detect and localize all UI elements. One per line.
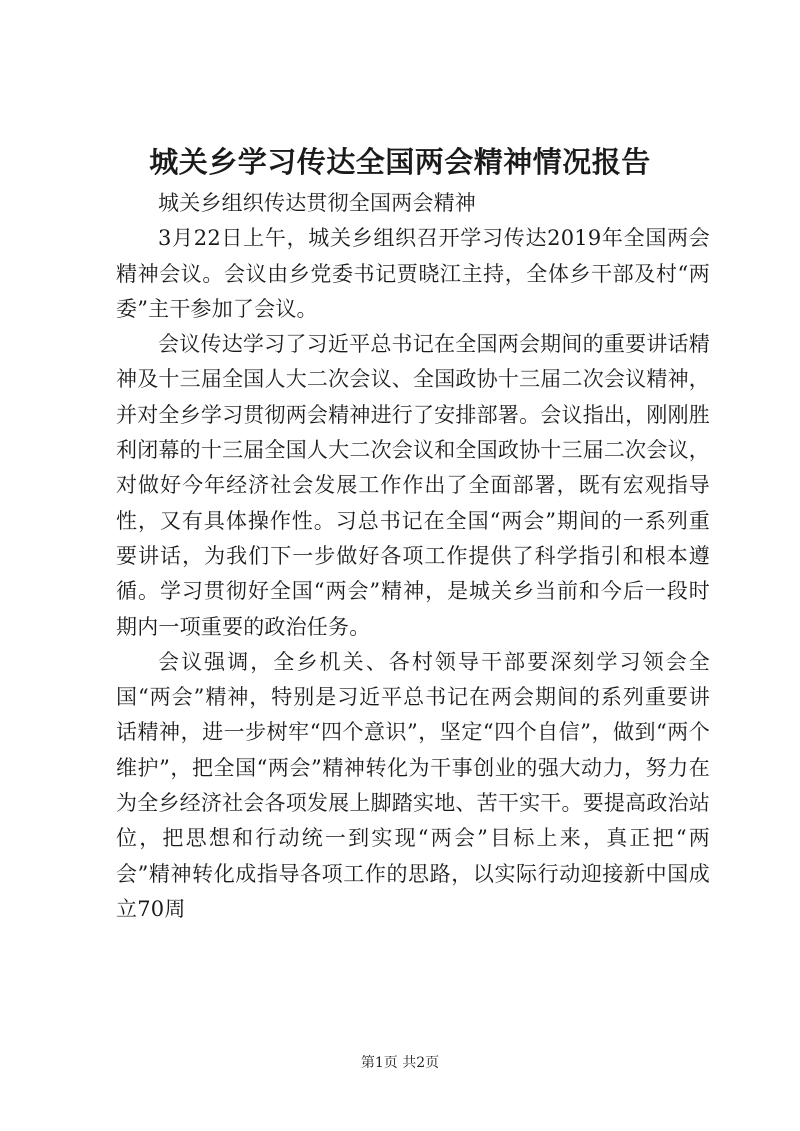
document-title: 城关乡学习传达全国两会精神情况报告 xyxy=(149,145,651,179)
paragraph-subtitle: 城关乡组织传达贯彻全国两会精神 xyxy=(158,191,476,215)
paragraph-meeting-content: 会议传达学习了习近平总书记在全国两会期间的重要讲话精神及十三届全国人大二次会议、全国政协十三届二次会议精神，并对全乡学习贯彻两会精神进行了安排部署。会议指出，刚刚胜利闭幕的十三届全国人大二次会议和全国政协十三届二次会议，对做好今年经济社会发展工作作出了全面部署，既有宏观指导性，又有具体操作性。习总书记在全国“两会”期间的一系列重要讲话，为我们下一步做好各项工作提供了科学指引和根本遵循。学习贯彻好全国“两会”精神，是城关乡当前和今后一段时期内一项重要的政治任务。 xyxy=(116,332,710,639)
document-body xyxy=(116,186,710,927)
paragraph-meeting-emphasis: 会议强调，全乡机关、各村领导干部要深刻学习领会全国“两会”精神，特别是习近平总书记在两会期间的系列重要讲话精神，进一步树牢“四个意识”，坚定“四个自信”，做到“两个维护”，把全国“两会”精神转化为干事创业的强大动力，努力在为全乡经济社会各项发展上脚踏实地、苦干实干。要提高政治站位，把思想和行动统一到实现“两会”目标上来，真正把“两会”精神转化成指导各项工作的思路，以实际行动迎接新中国成立70周 xyxy=(116,649,710,921)
paragraph-meeting-intro: 3月22日上午，城关乡组织召开学习传达2019年全国两会精神会议。会议由乡党委书记贾晓江主持，全体乡干部及村“两委”主干参加了会议。 xyxy=(116,226,710,321)
page-number-footer: 第1页 共2页 xyxy=(360,1055,440,1071)
